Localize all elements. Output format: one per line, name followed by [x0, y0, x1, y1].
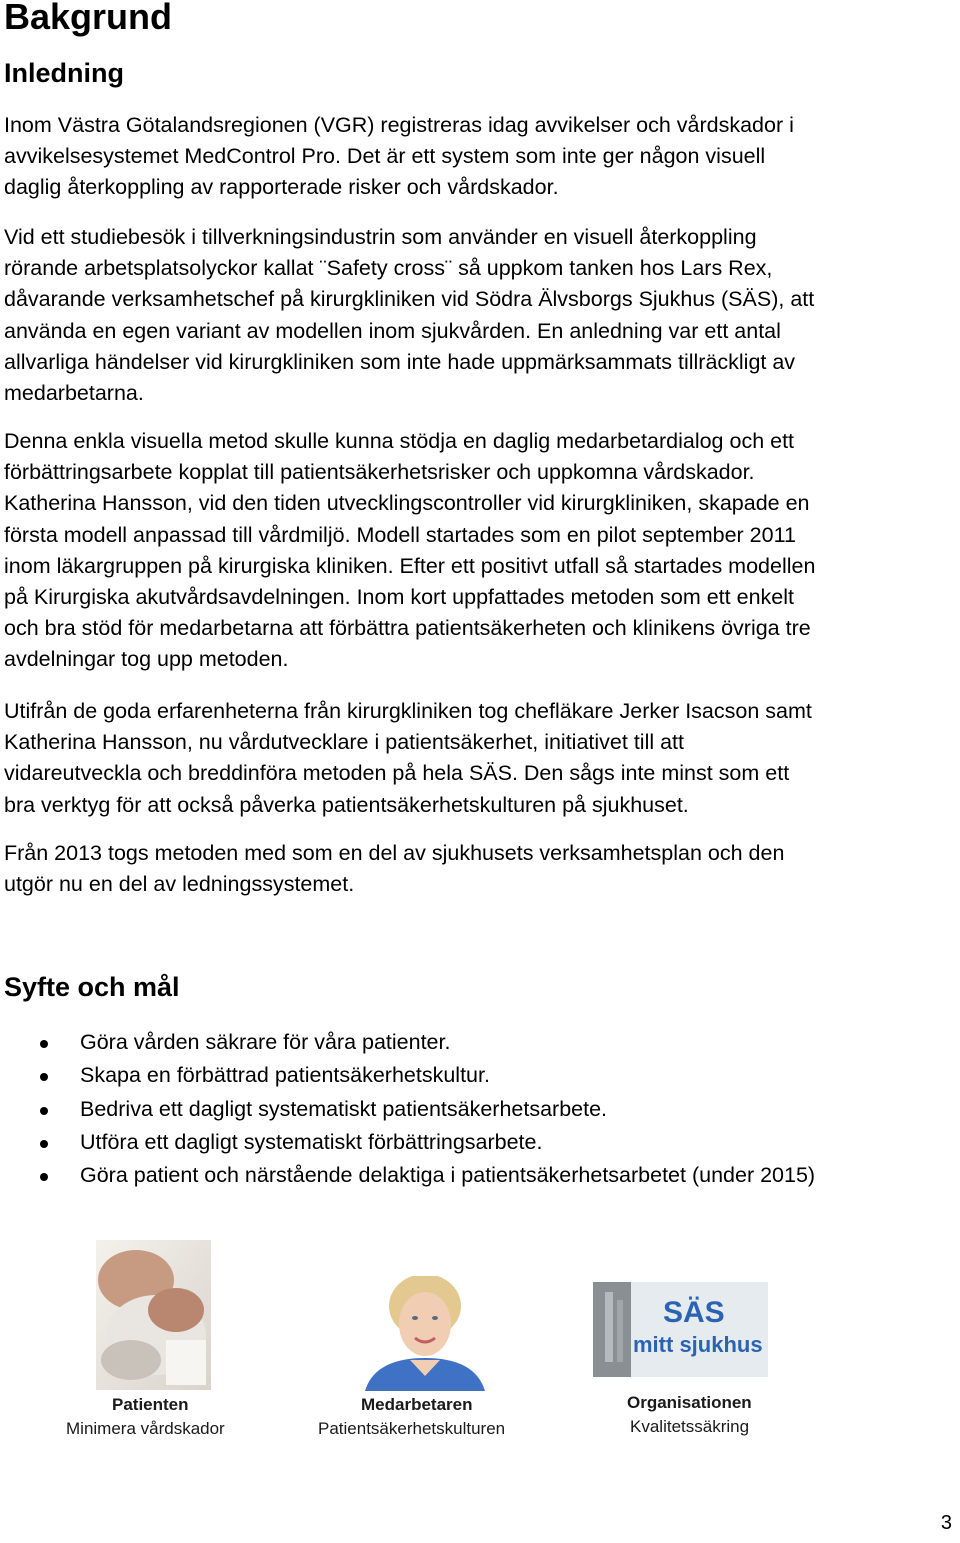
paragraph-line: förbättringsarbete kopplat till patientsäkerhetsrisker och uppkomna vårdskador. [4, 460, 755, 485]
logo-text-sas: SÄS [663, 1296, 725, 1329]
figure-employee [355, 1276, 495, 1391]
list-item-text: Göra patient och närstående delaktiga i patientsäkerhetsarbetet (under 2015) [80, 1163, 816, 1188]
paragraph-5 [4, 838, 960, 900]
paragraph-line: medarbetarna. [4, 381, 144, 406]
paragraph-line: avvikelsesystemet MedControl Pro. Det är ett system som inte ger någon visuell [4, 144, 766, 169]
figure-employee-subtitle: Patientsäkerhetskulturen [318, 1419, 506, 1438]
paragraph-line: daglig återkoppling av rapporterade risker och vårdskador. [4, 175, 559, 200]
paragraph-1 [4, 110, 960, 204]
logo-text-mitt-sjukhus: mitt sjukhus [633, 1332, 763, 1357]
figure-organisation-title: Organisationen [627, 1393, 752, 1412]
paragraph-line: avdelningar tog upp metoden. [4, 647, 289, 672]
paragraph-line: inom läkargruppen på kirurgiska kliniken. Efter ett positivt utfall så startades modellen [4, 553, 816, 578]
list-item-text: Skapa en förbättrad patientsäkerhetskultur. [80, 1063, 490, 1088]
figure-patient [96, 1240, 211, 1390]
paragraph-line: på Kirurgiska akutvårdsavdelningen. Inom kort uppfattades metoden som ett enkelt [4, 585, 794, 610]
bullet-icon [40, 1107, 48, 1115]
paragraph-line: bra verktyg för att också påverka patientsäkerhetskulturen på sjukhuset. [4, 792, 689, 817]
paragraph-line: Från 2013 togs metoden med som en del av sjukhusets verksamhetsplan och den [4, 841, 785, 865]
list-item-text: Bedriva ett dagligt systematiskt patientsäkerhetsarbete. [80, 1096, 608, 1121]
section-title-goals: Syfte och mål [4, 972, 180, 1002]
paragraph-line: vidareutveckla och breddinföra metoden på hela SÄS. Den sågs inte minst som ett [4, 761, 790, 786]
page-number: 3 [940, 1512, 952, 1534]
list-item-text: Göra vården säkrare för våra patienter. [80, 1030, 451, 1054]
figure-organisation [593, 1282, 768, 1377]
paragraph-line: Utifrån de goda erfarenheterna från kirurgkliniken tog chefläkare Jerker Isacson samt [4, 699, 812, 723]
bullet-icon [40, 1040, 48, 1048]
paragraph-line: rörande arbetsplatsolyckor kallat ¨Safety cross¨ så uppkom tanken hos Lars Rex, [4, 256, 773, 281]
paragraph-line: första modell anpassad till vårdmiljö. Modell startades som en pilot september 2011 [4, 522, 796, 547]
paragraph-line: Denna enkla visuella metod skulle kunna stödja en daglig medarbetardialog och ett [4, 429, 795, 453]
figure-patient-subtitle: Minimera vårdskador [66, 1419, 225, 1438]
page-heading: Bakgrund [4, 0, 173, 37]
paragraph-line: dåvarande verksamhetschef på kirurgkliniken vid Södra Älvsborgs Sjukhus (SÄS), att [4, 287, 815, 312]
paragraph-line: Katherina Hansson, vid den tiden utvecklingscontroller vid kirurgkliniken, skapade en [4, 491, 810, 516]
figure-patient-title: Patienten [112, 1395, 189, 1414]
paragraph-line: och bra stöd för medarbetarna att förbättra patientsäkerheten och klinikens övriga tre [4, 616, 811, 641]
bullet-icon [40, 1073, 48, 1081]
paragraph-line: Katherina Hansson, nu vårdutvecklare i patientsäkerhet, initiativet till att [4, 730, 685, 755]
figure-employee-title: Medarbetaren [361, 1395, 473, 1414]
figure-organisation-subtitle: Kvalitetssäkring [630, 1417, 750, 1436]
paragraph-line: Inom Västra Götalandsregionen (VGR) registreras idag avvikelser och vårdskador i [4, 113, 794, 137]
patient-photo [96, 1240, 211, 1390]
paragraph-4 [4, 696, 960, 821]
employee-photo [355, 1276, 495, 1391]
paragraph-2 [4, 222, 960, 409]
paragraph-line: Vid ett studiebesök i tillverkningsindustrin som använder en visuell återkoppling [4, 225, 757, 249]
paragraph-line: använda en egen variant av modellen inom sjukvården. En anledning var ett antal [4, 318, 781, 343]
bullet-icon [40, 1173, 48, 1181]
list-item-text: Utföra ett dagligt systematiskt förbättringsarbete. [80, 1129, 543, 1154]
paragraph-line: allvarliga händelser vid kirurgkliniken som inte hade uppmärksammats tillräckligt av [4, 349, 796, 374]
bullet-icon [40, 1140, 48, 1148]
paragraph-3 [4, 426, 960, 676]
paragraph-line: utgör nu en del av ledningssystemet. [4, 872, 355, 897]
section-title-intro: Inledning [4, 58, 124, 88]
